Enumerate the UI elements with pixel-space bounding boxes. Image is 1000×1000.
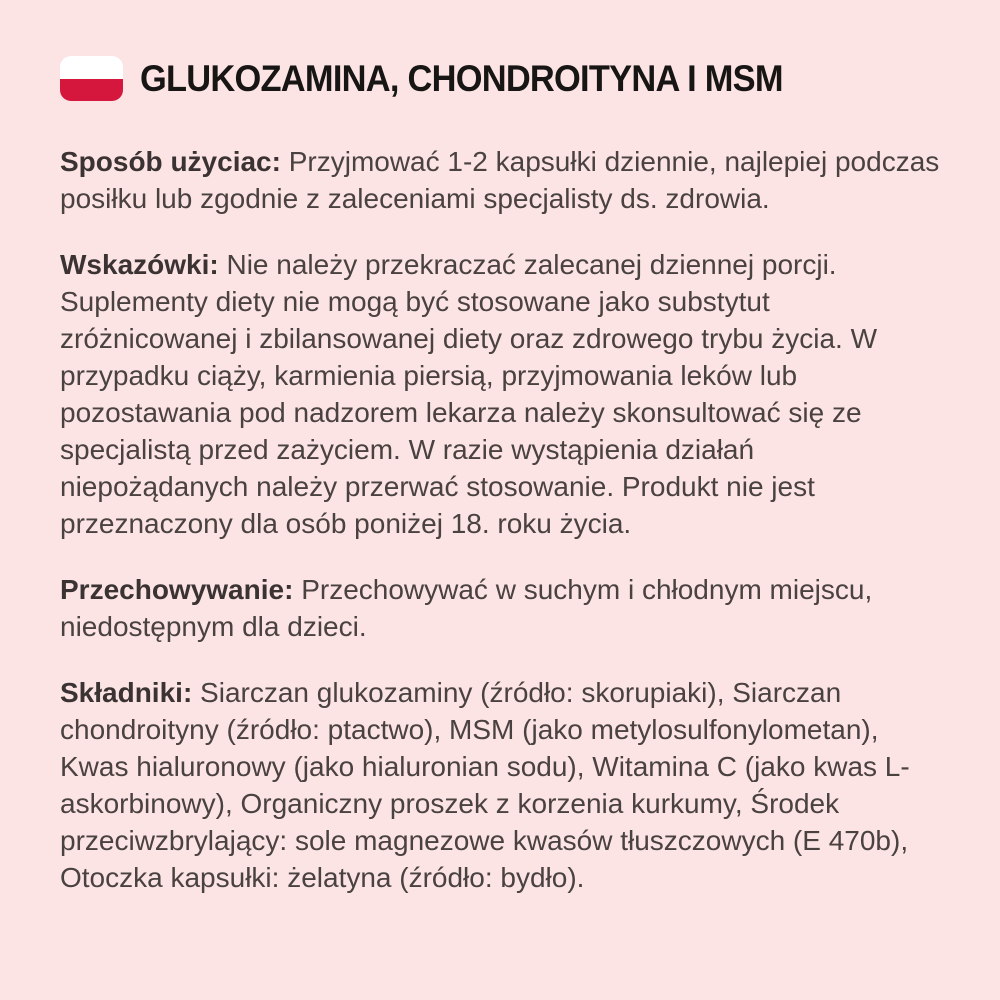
page-title: GLUKOZAMINA, CHONDROITYNA I MSM	[140, 57, 783, 99]
section-ingredients-text: Siarczan glukozaminy (źródło: skorupiaki), Siarczan chondroityny (źródło: ptactwo), MSM (jako metylosulfonylometan), Kwas hialuronowy (jako hialuronian sodu), Witamina C (jako kwas L-askorbinowy), Organiczny proszek z korzenia kurkumy, Środek przeciwzbrylający: sole magnezowe kwasów tłuszczowych (E 470b), Otoczka kapsułki: żelatyna (źródło: bydło).	[60, 677, 910, 893]
section-ingredients-label: Składniki:	[60, 677, 193, 708]
section-usage-text: Przyjmować 1-2 kapsułki dziennie, najlepiej podczas posiłku lub zgodnie z zaleceniami specjalisty ds. zdrowia.	[60, 146, 940, 214]
section-storage	[60, 571, 940, 645]
section-storage-label: Przechowywanie:	[60, 574, 294, 605]
poland-flag-red-stripe	[60, 79, 123, 102]
section-guidelines	[60, 246, 940, 542]
poland-flag-icon	[60, 56, 123, 101]
section-storage-text: Przechowywać w suchym i chłodnym miejscu, niedostępnym dla dzieci.	[60, 574, 873, 642]
section-usage-label: Sposób użyciac:	[60, 146, 281, 177]
poland-flag-white-stripe	[60, 56, 123, 79]
section-guidelines-label: Wskazówki:	[60, 249, 219, 280]
header	[60, 56, 940, 101]
section-ingredients	[60, 674, 940, 896]
section-guidelines-text: Nie należy przekraczać zalecanej dziennej porcji. Suplementy diety nie mogą być stosowane jako substytut zróżnicowanej i zbilansowanej diety oraz zdrowego trybu życia. W przypadku ciąży, karmienia piersią, przyjmowania leków lub pozostawania pod nadzorem lekarza należy skonsultować się ze specjalistą przed zażyciem. W razie wystąpienia działań niepożądanych należy przerwać stosowanie. Produkt nie jest przeznaczony dla osób poniżej 18. roku życia.	[60, 249, 878, 539]
section-usage	[60, 143, 940, 217]
